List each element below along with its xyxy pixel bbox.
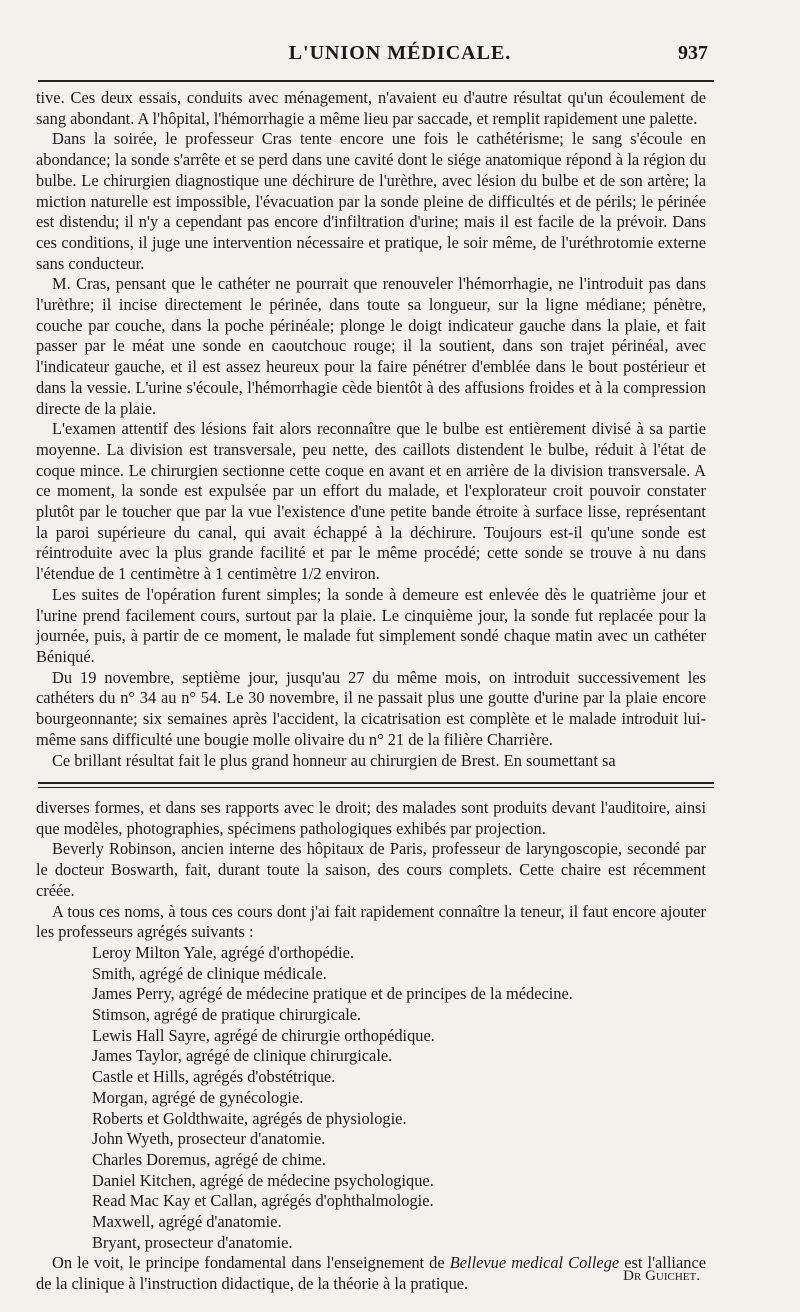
top-section <box>36 88 706 771</box>
paragraph: A tous ces noms, à tous ces cours dont j'ai fait rapidement connaître la teneur, il faut encore ajouter les professeurs agrégés suivants : <box>36 901 706 942</box>
section-rule-thin <box>38 787 714 788</box>
bottom-section <box>36 798 706 1295</box>
list-item: Daniel Kitchen, agrégé de médecine psychologique. <box>92 1170 434 1190</box>
journal-title: L'UNION MÉDICALE. <box>288 42 512 64</box>
paragraph: diverses formes, et dans ses rapports avec le droit; des malades sont produits devant l'auditoire, ainsi que modèles, photographies, spécimens pathologiques exhibés par projection. <box>36 798 706 838</box>
list-item: James Perry, agrégé de médecine pratique et de principes de la médecine. <box>92 984 573 1004</box>
paragraph: M. Cras, pensant que le cathéter ne pourrait que renouveler l'hémorrhagie, ne l'introduit pas dans l'urèthre; il incise directement le périnée, dans toute sa longueur, sur la ligne médiane; pénètre, couche par couche, dans la poche périnéale; plonge le doigt indicateur gauche dans la plaie, et fait passer par le méat une sonde en caoutchouc rouge; il la soutient, dans son trajet périnéal, avec l'indicateur gauche, et il est assez heureux pour la faire pénétrer d'emblée dans le bout postérieur et dans la vessie. L'urine s'écoule, l'hémorrhagie cède bientôt à des affusions froides et à la compression directe de la plaie. <box>36 274 706 418</box>
list-item: Morgan, agrégé de gynécologie. <box>92 1087 304 1107</box>
paragraph: Beverly Robinson, ancien interne des hôpitaux de Paris, professeur de laryngoscopie, secondé par le docteur Boswarth, fait, durant toute la saison, des cours complets. Cette chaire est récemment créée. <box>36 839 706 900</box>
paragraph: Les suites de l'opération furent simples; la sonde à demeure est enlevée dès le quatrième jour et l'urine prend facilement cours, surtout par la plaie. Le cinquième jour, la sonde fut replacée pour la journée, puis, à partir de ce moment, le malade fut simplement sondé chaque matin avec un cathéter Béniqué. <box>36 584 706 666</box>
list-item: John Wyeth, prosecteur d'anatomie. <box>92 1129 326 1149</box>
paragraph: L'examen attentif des lésions fait alors reconnaître que le bulbe est entièrement divisé à sa partie moyenne. La division est transversale, peu nette, des caillots distendent le bulbe, réduit à l'état de coque mince. Le chirurgien sectionne cette coque en avant et en arrière de la division transversale. A ce moment, la sonde est expulsée par un effort du malade, et l'explorateur croit pouvoir constater plutôt par le toucher que par la vue l'existence d'une petite bande étroite à surface lisse, représentant la paroi supérieure du canal, qui avait échappé à la déchirure. Toujours est-il qu'une sonde est réintroduite avec la plus grande facilité et par le même procédé; cette sonde se trouve à nu dans l'étendue de 1 centimètre à 1 centimètre 1/2 environ. <box>36 419 706 584</box>
closing-text-end: est l'alliance de la clinique à l'instruction didactique, de la théorie à la pratique. <box>36 1253 706 1294</box>
closing-paragraph <box>36 1253 706 1294</box>
running-head <box>0 42 800 76</box>
section-rule <box>38 782 714 784</box>
list-item: Maxwell, agrégé d'anatomie. <box>92 1212 282 1232</box>
closing-text-start: On le voit, le principe fondamental dans l'enseignement de <box>52 1253 450 1273</box>
list-item: James Taylor, agrégé de clinique chirurgicale. <box>92 1046 393 1066</box>
paragraph: tive. Ces deux essais, conduits avec ménagement, n'avaient eu d'autre résultat qu'un écoulement de sang abondant. A l'hôpital, l'hémorrhagie a même lieu par saccade, et remplit rapidement une palette. <box>36 88 706 128</box>
paragraph: Du 19 novembre, septième jour, jusqu'au 27 du même mois, on introduit successivement les cathéters du n° 34 au n° 54. Le 30 novembre, il ne passait plus une goutte d'urine par la plaie encore bourgeonnante; six semaines après l'accident, la cicatrisation est complète et le malade introduit lui-même sans difficulté une bougie molle olivaire du n° 21 de la filière Charrière. <box>36 667 706 749</box>
list-item: Castle et Hills, agrégés d'obstétrique. <box>92 1067 336 1087</box>
paragraph: Ce brillant résultat fait le plus grand honneur au chirurgien de Brest. En soumettant sa <box>52 750 616 770</box>
list-item: Bryant, prosecteur d'anatomie. <box>92 1232 293 1252</box>
paragraph: Dans la soirée, le professeur Cras tente encore une fois le cathétérisme; le sang s'écoule en abondance; la sonde s'arrête et se perd dans une cavité dont le siége anatomique répond à la région du bulbe. Le chirurgien diagnostique une déchirure de l'urèthre, avec lésion du bulbe et de son artère; la miction naturelle est impossible, l'évacuation par la sonde pleine de difficultés et de périls; le périnée est distendu; il n'y a cependant pas encore d'infiltration d'urine; mais il est facile de la prévoir. Dans ces conditions, il juge une intervention nécessaire et pratique, le soir même, de l'uréthrotomie externe sans conducteur. <box>36 129 706 273</box>
list-item: Lewis Hall Sayre, agrégé de chirurgie orthopédique. <box>92 1025 435 1045</box>
header-rule <box>38 80 714 82</box>
list-item: Read Mac Kay et Callan, agrégés d'ophthalmologie. <box>92 1191 434 1211</box>
author-signature: Dr Guichet. <box>623 1268 700 1284</box>
list-item: Roberts et Goldthwaite, agrégés de physiologie. <box>92 1108 407 1128</box>
list-item: Smith, agrégé de clinique médicale. <box>92 963 327 983</box>
professor-list <box>92 943 706 1254</box>
list-item: Leroy Milton Yale, agrégé d'orthopédie. <box>92 942 354 962</box>
list-item: Charles Doremus, agrégé de chime. <box>92 1149 326 1169</box>
page-number: 937 <box>678 42 708 64</box>
list-item: Stimson, agrégé de pratique chirurgicale. <box>92 1005 362 1025</box>
college-name: Bellevue medical College <box>449 1253 620 1273</box>
